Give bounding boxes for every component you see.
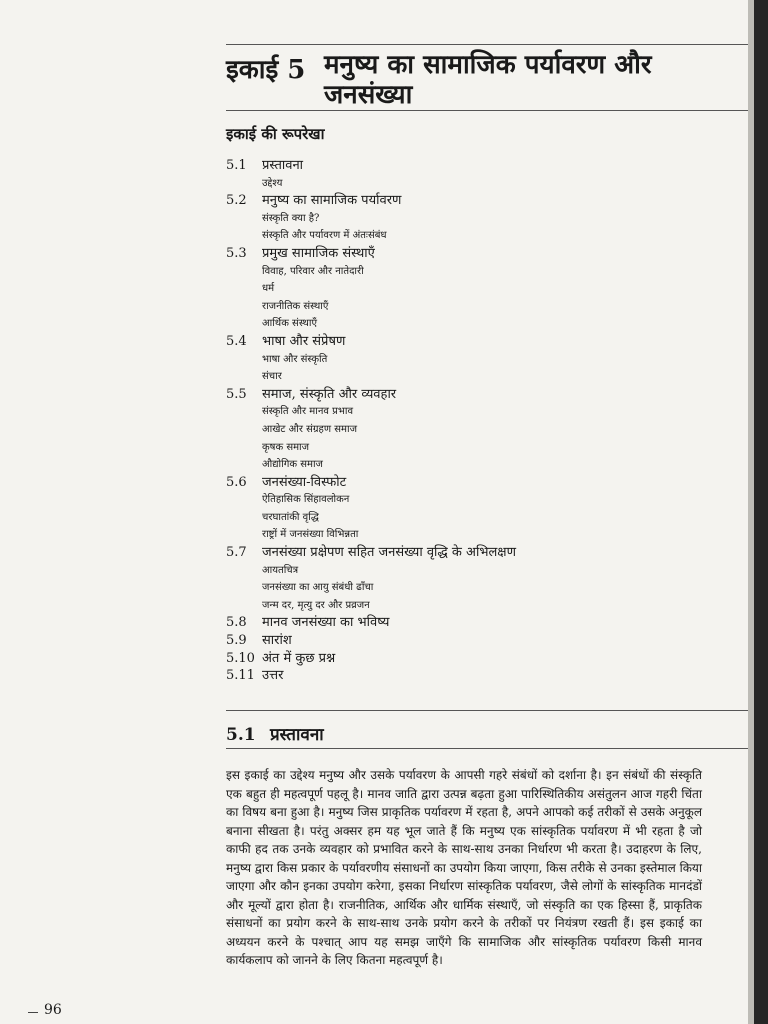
outline-subtopic-row xyxy=(226,298,706,316)
outline-subtopic-row xyxy=(226,456,706,474)
outline-subtopic-row xyxy=(226,579,706,597)
outline-number: 5.2 xyxy=(226,193,247,209)
outline-number: 5.7 xyxy=(226,545,247,561)
outline-text: मनुष्य का सामाजिक पर्यावरण xyxy=(262,193,402,209)
outline-subtopic-row xyxy=(226,491,706,509)
outline-subtopic-row xyxy=(226,403,706,421)
outline-section-row xyxy=(226,333,706,351)
scan-edge-bar xyxy=(754,0,768,1024)
outline-text: आखेट और संग्रहण समाज xyxy=(262,423,357,435)
page-number: 96 xyxy=(44,1002,62,1018)
section-title: प्रस्तावना xyxy=(270,725,324,745)
outline-section-row xyxy=(226,667,706,685)
outline-text: संस्कृति और पर्यावरण में अंतःसंबंध xyxy=(262,230,387,242)
outline-text: राष्ट्रों में जनसंख्या विभिन्नता xyxy=(262,529,359,541)
outline-section-row xyxy=(226,192,706,210)
outline-text: भाषा और संप्रेषण xyxy=(262,333,346,349)
section-number: 5.1 xyxy=(226,725,256,745)
outline-text: जनसंख्या प्रक्षेपण सहित जनसंख्या वृद्धि के अभिलक्षण xyxy=(262,545,517,561)
page-tick xyxy=(28,1012,38,1013)
outline-number: 5.9 xyxy=(226,633,247,649)
outline-text: आयतचित्र xyxy=(262,564,299,576)
outline-heading: इकाई की रूपरेखा xyxy=(226,125,325,143)
outline-subtopic-row xyxy=(226,227,706,245)
section-top-rule xyxy=(226,710,748,711)
outline-section-row xyxy=(226,614,706,632)
outline-number: 5.3 xyxy=(226,245,247,261)
title-top-rule xyxy=(226,44,748,45)
outline-subtopic-row xyxy=(226,526,706,544)
outline-text: आर्थिक संस्थाएँ xyxy=(262,318,318,330)
outline-text: समाज, संस्कृति और व्यवहार xyxy=(262,386,397,402)
outline-text: ऐतिहासिक सिंहावलोकन xyxy=(262,494,350,506)
outline-subtopic-row xyxy=(226,175,706,193)
outline-text: औद्योगिक समाज xyxy=(262,459,323,471)
outline-text: चरघातांकी वृद्धि xyxy=(262,511,319,523)
outline-section-row xyxy=(226,474,706,492)
outline-subtopic-row xyxy=(226,439,706,457)
section-heading xyxy=(226,722,324,745)
outline-subtopic-row xyxy=(226,562,706,580)
outline-number: 5.6 xyxy=(226,474,247,490)
outline-text: प्रस्तावना xyxy=(262,158,304,173)
outline-text: अंत में कुछ प्रश्न xyxy=(262,650,336,666)
outline-subtopic-row xyxy=(226,421,706,439)
outline-subtopic-row xyxy=(226,509,706,527)
outline-number: 5.11 xyxy=(226,668,255,684)
outline-subtopic-row xyxy=(226,280,706,298)
outline-text: भाषा और संस्कृति xyxy=(262,353,328,365)
outline-subtopic-row xyxy=(226,351,706,369)
outline-text: कृषक समाज xyxy=(262,441,310,453)
outline-section-row xyxy=(226,544,706,562)
outline-subtopic-row xyxy=(226,597,706,615)
outline-section-row xyxy=(226,632,706,650)
unit-label: इकाई 5 xyxy=(226,55,306,85)
section-bottom-rule xyxy=(226,748,748,749)
outline-list xyxy=(226,157,706,685)
outline-text: संस्कृति क्या है? xyxy=(262,212,320,224)
outline-subtopic-row xyxy=(226,210,706,228)
intro-paragraph: इस इकाई का उद्देश्य मनुष्य और उसके पर्यावरण के आपसी गहरे संबंधों को दर्शाना है। इन संबंधों की संस्कृति एक बहुत ही महत्वपूर्ण पहलू है। मानव जाति द्वारा उत्पन्न बढ़ता हुआ पारिस्थितिकीय असंतुलन आज गहरी चिंता का विषय बना हुआ है। मनुष्य जिस प्राकृतिक पर्यावरण में रहता है, अपने आपको कई तरीकों से उसके अनुकूल बनाना सीखता है। परंतु अक्सर हम यह भूल जाते हैं कि मनुष्य एक सांस्कृतिक पर्यावरण में भी रहता है जो काफी हद तक उनके व्यवहार को प्रभावित करने के साथ-साथ उनका निर्धारण भी करता है। उदाहरण के लिए, मनुष्य द्वारा किस प्रकार के पर्यावरणीय संसाधनों का उपयोग किया जाएगा, किस तरीके से उनका इस्तेमाल किया जाएगा और कौन इनका उपयोग करेगा, इसका निर्धारण सांस्कृतिक पर्यावरण, जैसे लोगों के सांस्कृतिक मानदंडों और मूल्यों द्वारा होता है। राजनीतिक, आर्थिक और धार्मिक संस्थाएँ, जो संस्कृति का एक हिस्सा हैं, प्राकृतिक संसाधनों का प्रयोग करने के साथ-साथ उनके प्रयोग करने के तरीकों पर नियंत्रण रखती हैं। इस इकाई का अध्ययन करने के पश्चात् आप यह समझ जाएँगे कि सामाजिक और सांस्कृतिक पर्यावरण किसी मानव कार्यकलाप को जानने के लिए कितना महत्वपूर्ण है। xyxy=(226,768,702,967)
outline-subtopic-row xyxy=(226,315,706,333)
outline-subtopic-row xyxy=(226,368,706,386)
outline-text: संचार xyxy=(262,371,282,383)
outline-section-row xyxy=(226,157,706,175)
outline-section-row xyxy=(226,650,706,668)
title-bottom-rule xyxy=(226,110,748,111)
outline-text: विवाह, परिवार और नातेदारी xyxy=(262,265,364,277)
outline-text: उद्देश्य xyxy=(262,177,283,189)
chapter-title: मनुष्य का सामाजिक पर्यावरण और जनसंख्या xyxy=(324,50,652,110)
outline-text: सारांश xyxy=(262,633,292,649)
outline-text: जनसंख्या-विस्फोट xyxy=(262,474,347,490)
outline-text: जनसंख्या का आयु संबंधी ढाँचा xyxy=(262,582,374,594)
outline-text: जन्म दर, मृत्यु दर और प्रव्रजन xyxy=(262,599,370,611)
outline-number: 5.5 xyxy=(226,386,247,402)
outline-text: प्रमुख सामाजिक संस्थाएँ xyxy=(262,245,375,261)
outline-text: धर्म xyxy=(262,283,275,295)
outline-number: 5.4 xyxy=(226,333,247,349)
outline-subtopic-row xyxy=(226,263,706,281)
outline-text: उत्तर xyxy=(262,668,284,684)
outline-number: 5.10 xyxy=(226,650,255,666)
outline-number: 5.1 xyxy=(226,158,247,173)
outline-section-row xyxy=(226,245,706,263)
outline-text: राजनीतिक संस्थाएँ xyxy=(262,300,329,312)
outline-number: 5.8 xyxy=(226,615,247,631)
outline-text: संस्कृति और मानव प्रभाव xyxy=(262,406,354,418)
outline-text: मानव जनसंख्या का भविष्य xyxy=(262,615,390,631)
outline-section-row xyxy=(226,386,706,404)
